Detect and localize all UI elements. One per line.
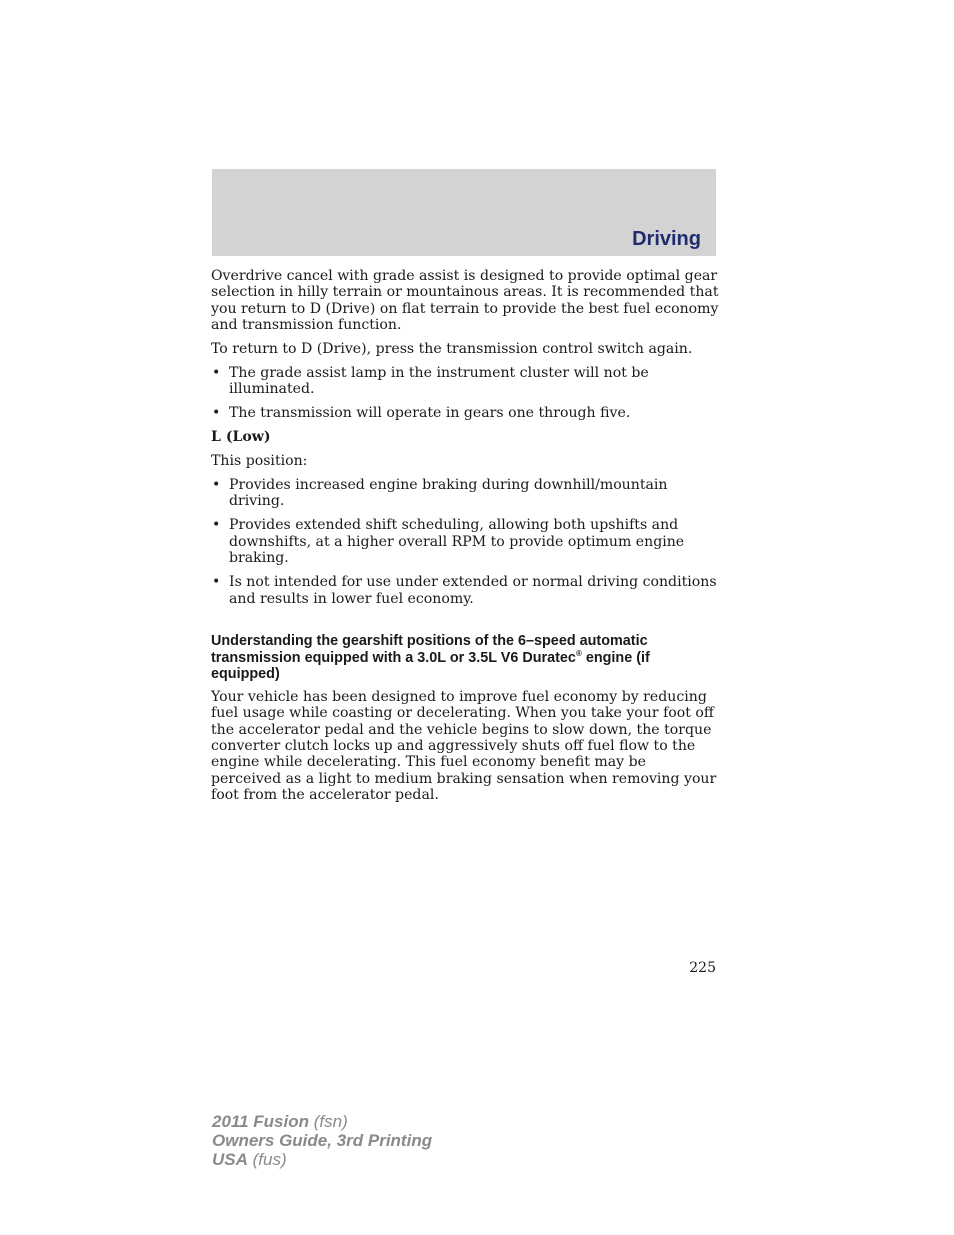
return-bullet-list: [211, 365, 719, 422]
section-paragraph: Your vehicle has been designed to improve fuel economy by reducing fuel usage while coasting or decelerating. When you take your foot off the accelerator pedal and the vehicle begins to slow down, the torque converter clutch locks up and aggressively shuts off fuel flow to the engine while decelerating. This fuel economy benefit may be perceived as a light to medium braking sensation when removing your foot from the accelerator pedal.: [211, 688, 717, 804]
footer: [212, 1112, 432, 1169]
low-bullet-list: [211, 477, 719, 607]
page-content: [211, 268, 719, 811]
list-item: • The grade assist lamp in the instrument cluster will not be illuminated.: [212, 365, 649, 398]
section-heading: Understanding the gearshift positions of the 6–speed automatic transmission equipped with a 3.0L or 3.5L V6 Duratec® engine (if equipped): [211, 632, 650, 683]
section-title: Driving: [632, 228, 701, 250]
bullet-icon: •: [212, 365, 221, 382]
intro-paragraph: Overdrive cancel with grade assist is designed to provide optimal gear selection in hilly terrain or mountainous areas. It is recommended that you return to D (Drive) on flat terrain to provide the best fuel economy and transmission function.: [211, 268, 719, 334]
page-number: 225: [689, 960, 716, 976]
footer-line-3: USA (fus): [212, 1150, 287, 1169]
list-item: • The transmission will operate in gears one through five.: [212, 405, 631, 422]
list-item: • Is not intended for use under extended or normal driving conditions and results in lower fuel economy.: [212, 574, 717, 607]
low-heading: L (Low): [211, 429, 271, 446]
registered-mark: ®: [575, 648, 582, 658]
list-item: • Provides extended shift scheduling, allowing both upshifts and downshifts, at a higher overall RPM to provide optimum engine braking.: [212, 517, 685, 567]
list-item: • Provides increased engine braking during downhill/mountain driving.: [212, 477, 668, 510]
bullet-icon: •: [212, 477, 221, 494]
footer-line-2: Owners Guide, 3rd Printing: [212, 1131, 433, 1150]
section-header-band: [212, 169, 716, 256]
bullet-icon: •: [212, 405, 221, 422]
bullet-icon: •: [212, 574, 221, 591]
low-intro: This position:: [211, 453, 308, 470]
bullet-icon: •: [212, 517, 221, 534]
footer-line-1: 2011 Fusion (fsn): [212, 1112, 348, 1131]
return-paragraph: To return to D (Drive), press the transmission control switch again.: [211, 341, 693, 358]
